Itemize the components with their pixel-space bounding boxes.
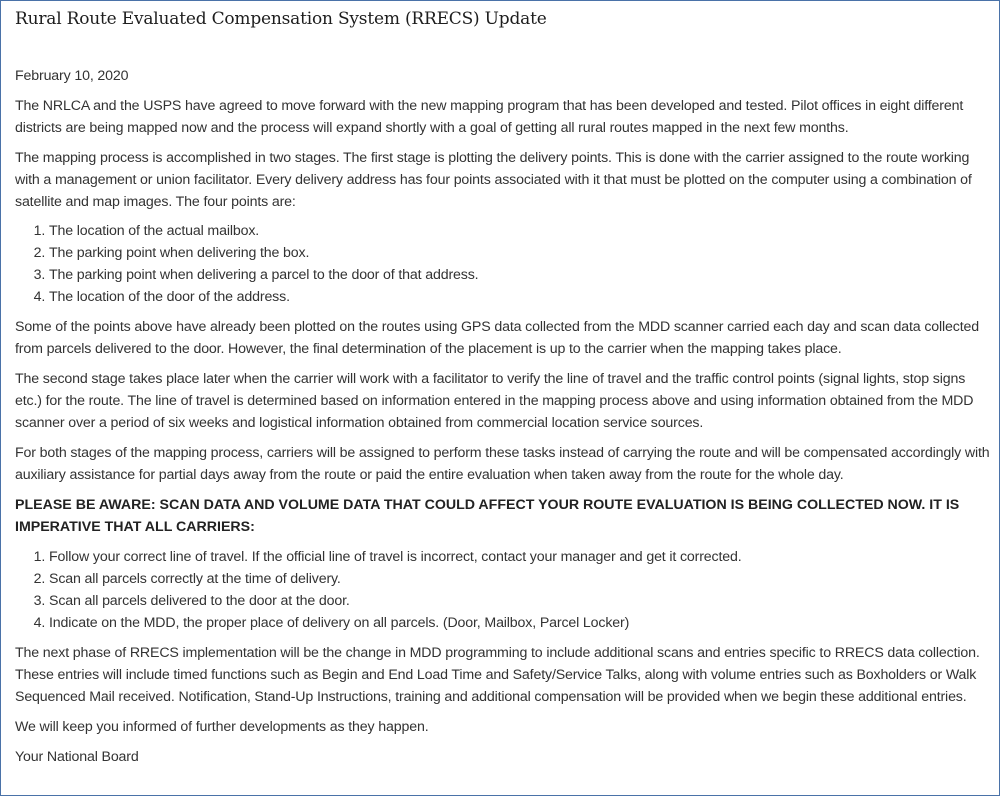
article-title: Rural Route Evaluated Compensation System (RRECS) Update — [15, 9, 547, 29]
list-item: 1. Follow your correct line of travel. If the official line of travel is incorrect, contact your manager and get it corrected. — [49, 546, 990, 568]
list-item: 4. Indicate on the MDD, the proper place of delivery on all parcels. (Door, Mailbox, Parcel Locker) — [49, 612, 990, 634]
article-date: February 10, 2020 — [15, 68, 129, 84]
list-item: 4. The location of the door of the address. — [49, 286, 990, 308]
article-body — [15, 65, 990, 776]
paragraph-compensation: For both stages of the mapping process, carriers will be assigned to perform these tasks instead of carrying the route and will be compensated accordingly with auxiliary assistance for partial days away from the route or paid the entire evaluation when taken away from the route for the whole day. — [15, 445, 990, 483]
delivery-points-list — [15, 220, 990, 308]
list-item: 2. Scan all parcels correctly at the time of delivery. — [49, 568, 990, 590]
list-item: 3. Scan all parcels delivered to the door at the door. — [49, 590, 990, 612]
paragraph-next-phase: The next phase of RRECS implementation will be the change in MDD programming to include additional scans and entries specific to RRECS data collection. These entries will include timed functions such as Begin and End Load Time and Safety/Service Talks, along with volume entries such as Boxholders or Walk Sequenced Mail received. Notification, Stand-Up Instructions, training and additional compensation will be provided when we begin these additional entries. — [15, 645, 980, 705]
warning-notice: PLEASE BE AWARE: SCAN DATA AND VOLUME DATA THAT COULD AFFECT YOUR ROUTE EVALUATION IS BEING COLLECTED NOW. IT IS IMPERATIVE THAT ALL CARRIERS: — [15, 497, 960, 535]
paragraph-gps-data: Some of the points above have already been plotted on the routes using GPS data collected from the MDD scanner carried each day and scan data collected from parcels delivered to the door. However, the final determination of the placement is up to the carrier when the mapping takes place. — [15, 319, 979, 357]
paragraph-closing: We will keep you informed of further developments as they happen. — [15, 719, 429, 735]
paragraph-mapping-process: The mapping process is accomplished in two stages. The first stage is plotting the delivery points. This is done with the carrier assigned to the route working with a management or union facilitator. Every delivery address has four points associated with it that must be plotted on the computer using a combination of satellite and map images. The four points are: — [15, 150, 972, 210]
signature: Your National Board — [15, 749, 139, 765]
list-item: 2. The parking point when delivering the box. — [49, 242, 990, 264]
list-item: 3. The parking point when delivering a parcel to the door of that address. — [49, 264, 990, 286]
carrier-requirements-list — [15, 546, 990, 634]
list-item: 1. The location of the actual mailbox. — [49, 220, 990, 242]
paragraph-intro: The NRLCA and the USPS have agreed to move forward with the new mapping program that has been developed and tested. Pilot offices in eight different districts are being mapped now and the process will expand shortly with a goal of getting all rural routes mapped in the next few months. — [15, 98, 964, 136]
paragraph-second-stage: The second stage takes place later when the carrier will work with a facilitator to verify the line of travel and the traffic control points (signal lights, stop signs etc.) for the route. The line of travel is determined based on information entered in the mapping process above and using information obtained from the MDD scanner over a period of six weeks and logistical information obtained from commercial location service sources. — [15, 371, 974, 431]
